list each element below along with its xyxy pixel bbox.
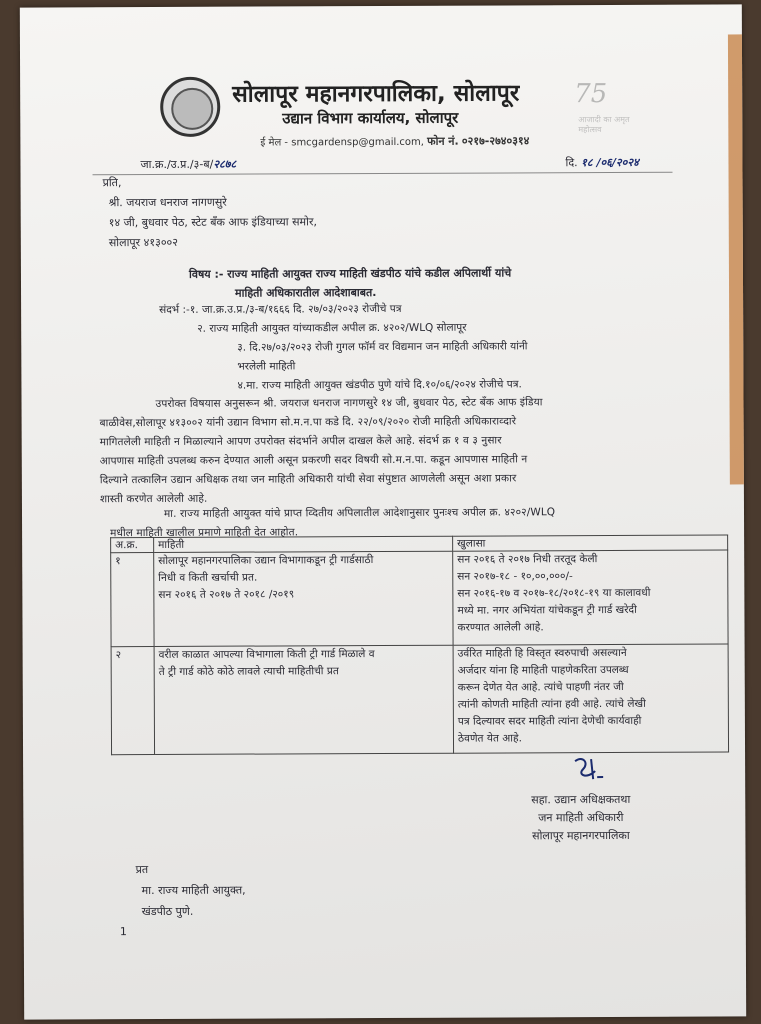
reply-line: अर्जदार यांना हि माहिती पाहणेकरिता उपलब्ध [457, 663, 629, 677]
subject-block [189, 263, 511, 302]
copy-to-label: प्रत [135, 863, 149, 877]
tape-strip [728, 34, 746, 484]
row-information [154, 551, 453, 646]
body-line: शास्ती करणेत आलेली आहे. [99, 492, 208, 506]
info-line: सन २०१६ ते २०१७ ते २०१८ /२०१९ [158, 588, 295, 601]
reply-line: सन २०१७-१८ - १०,००,०००/- [457, 570, 573, 583]
body-line: दिल्याने तत्कालिन उद्यान अधिक्षक तथा जन माहिती अधिकारी यांची सेवा संपुष्टात आणलेली असून अशा प्रकार [99, 472, 517, 487]
reference-item: ४.मा. राज्य माहिती आयुक्त खंडपीठ पुणे यांचे दि.१०/०६/२०२४ रोजीचे पत्र. [237, 378, 522, 392]
reply-line: मध्ये मा. नगर अभियंता यांचेकडून ट्री गार्ड खरेदी [457, 603, 637, 617]
signatory-role: जन माहिती अधिकारी [538, 810, 624, 825]
recipient-block [103, 172, 318, 253]
reference-item: भरलेली माहिती [237, 360, 296, 373]
reference-item: संदर्भ :-१. जा.क्र.उ.प्र./३-ब/१६६६ दि. २७/०३/२०२३ रोजीचे पत्र [159, 302, 402, 316]
col-header-explanation: खुलासा [453, 535, 728, 551]
reply-line: उर्वरित माहिती हि विस्तृत स्वरुपाची असल्याने [457, 646, 627, 660]
body-paragraph [99, 393, 542, 509]
phone-label: फोन नं. [427, 134, 459, 148]
info-line: निधी व किती खर्चाची प्रत. [158, 571, 258, 584]
reply-line: करून देणेत येत आहे. त्यांचे पाहणी नंतर जी [457, 680, 624, 694]
reply-line: सन २०१६ ते २०१७ निधी तरतूद केली [457, 553, 598, 566]
reference-item: ३. दि.२७/०३/२०२३ रोजी गुगल फॉर्म वर विद्यमान जन माहिती अधिकारी यांनी [237, 340, 528, 354]
row-explanation [453, 550, 728, 645]
body-line: उपरोक्त विषयास अनुसरून श्री. जयराज धनराज नागणसुरे १४ जी, बुधवार पेठ, स्टेट बँक आफ इंडिया [155, 396, 543, 410]
copy-to-line-2: खंडपीठ पुणे. [141, 904, 194, 919]
letterhead-contact [260, 133, 529, 149]
body-line: आपणास माहिती उपलब्ध करुन देण्यात आली असून प्रकरणी सदर विषयी सो.म.न.पा. कडून आपणास माहिती न [99, 453, 528, 468]
reply-line: त्यांनी कोणती माहिती त्यांना हवी आहे. त्यांचे लेखी [457, 697, 646, 711]
reply-line: करण्यात आलेली आहे. [457, 621, 544, 634]
reference-item: २. राज्य माहिती आयुक्त यांच्याकडील अपील क्र. ४२०२/WLQ सोलापूर [197, 321, 467, 335]
body-line: मा. राज्य माहिती आयुक्त यांचे प्राप्त व्दितीय अपिलातील आदेशानुसार पुनःश्च अपील क्र. ४२०२/WLQ [163, 506, 556, 520]
email-address: smcgardensp@gmail.com, [291, 136, 424, 149]
date-value: १८ /०६/२०२४ [581, 155, 639, 170]
col-header-information: माहिती [154, 536, 453, 552]
information-table [110, 534, 729, 755]
reference-number [140, 157, 236, 172]
table-row [111, 644, 728, 755]
copy-to-block [136, 859, 246, 922]
row-number: १ [111, 553, 154, 647]
signatory-organization: सोलापूर महानगरपालिका [532, 828, 630, 843]
body-line: मागितलेली माहिती न मिळाल्याने आपण उपरोक्त संदर्भाने अपील दाखल केले आहे. संदर्भ क्र १ व ३ नुसार [99, 434, 502, 449]
signature-scribble [569, 753, 609, 787]
info-line: वरील काळात आपल्या विभागाला किती ट्री गार्ड मिळाले व [158, 648, 375, 661]
reply-line: सन २०१६-१७ व २०१७-१८/२०१८-१९ या कालावधी [457, 586, 651, 600]
references-list [159, 299, 528, 396]
municipal-seal-icon [160, 77, 220, 137]
row-number: २ [111, 647, 154, 755]
logo-text: आजादी का अमृत महोत्सव [578, 114, 630, 135]
col-header-sr-no: अ.क्र. [111, 538, 154, 553]
copy-to-line-1: मा. राज्य माहिती आयुक्त, [141, 883, 246, 898]
azadi-logo [574, 79, 634, 149]
date-prefix: दि. [565, 156, 578, 170]
signatory-title: सहा. उद्यान अधिक्षकतथा [531, 792, 631, 807]
reference-date [565, 155, 638, 170]
subject-line-2: माहिती अधिकारातील आदेशाबाबत. [235, 286, 377, 300]
reference-prefix: जा.क्र./उ.प्र./३-ब/ [140, 157, 214, 172]
phone-number: ०२१७-२७४०३१४ [461, 134, 530, 148]
recipient-name: श्री. जयराज धनराज नागणसुरे [108, 195, 227, 210]
reply-line: ठेवणेत येत आहे. [457, 732, 522, 745]
letterhead-subtitle: उद्यान विभाग कार्यालय, सोलापूर [282, 108, 459, 128]
info-line: ते ट्री गार्ड कोठे कोठे लावले त्याची माहितीची प्रत [158, 665, 339, 678]
signature-block [531, 791, 630, 845]
row-information [154, 645, 453, 754]
page-number: 1 [119, 925, 127, 939]
recipient-address-2: सोलापूर ४१३००२ [108, 235, 179, 250]
salutation: प्रति, [102, 176, 122, 190]
logo-number: 75 [574, 79, 608, 110]
info-line: सोलापूर महानगरपालिका उद्यान विभागाकडून ट्री गार्डसाठी [158, 554, 374, 567]
recipient-address-1: १४ जी, बुधवार पेठ, स्टेट बँक आफ इंडियाच्या समोर, [108, 215, 317, 230]
body-line: बाळीवेस,सोलापूर ४१३००२ यांनी उद्यान विभाग सो.म.न.पा कडे दि. २२/०९/२०२० रोजी माहिती अधिकाराव्दारे [99, 415, 517, 430]
email-label: ई मेल - [260, 137, 289, 149]
letterhead-title: सोलापूर महानगरपालिका, सोलापूर [232, 80, 520, 108]
reference-handwritten-number: २८७८ [213, 157, 237, 171]
body-line: मधील माहिती खालील प्रमाणे माहिती देत आहोत. [110, 526, 299, 540]
letter-page [20, 4, 746, 1019]
row-explanation [453, 644, 728, 753]
table-row [111, 550, 728, 647]
subject-line-1: विषय :- राज्य माहिती आयुक्त राज्य माहिती खंडपीठ यांचे कडील अपिलार्थी यांचे [188, 266, 512, 281]
reply-line: पत्र दिल्यावर सदर माहिती त्यांना देणेची कार्यवाही [457, 714, 642, 728]
